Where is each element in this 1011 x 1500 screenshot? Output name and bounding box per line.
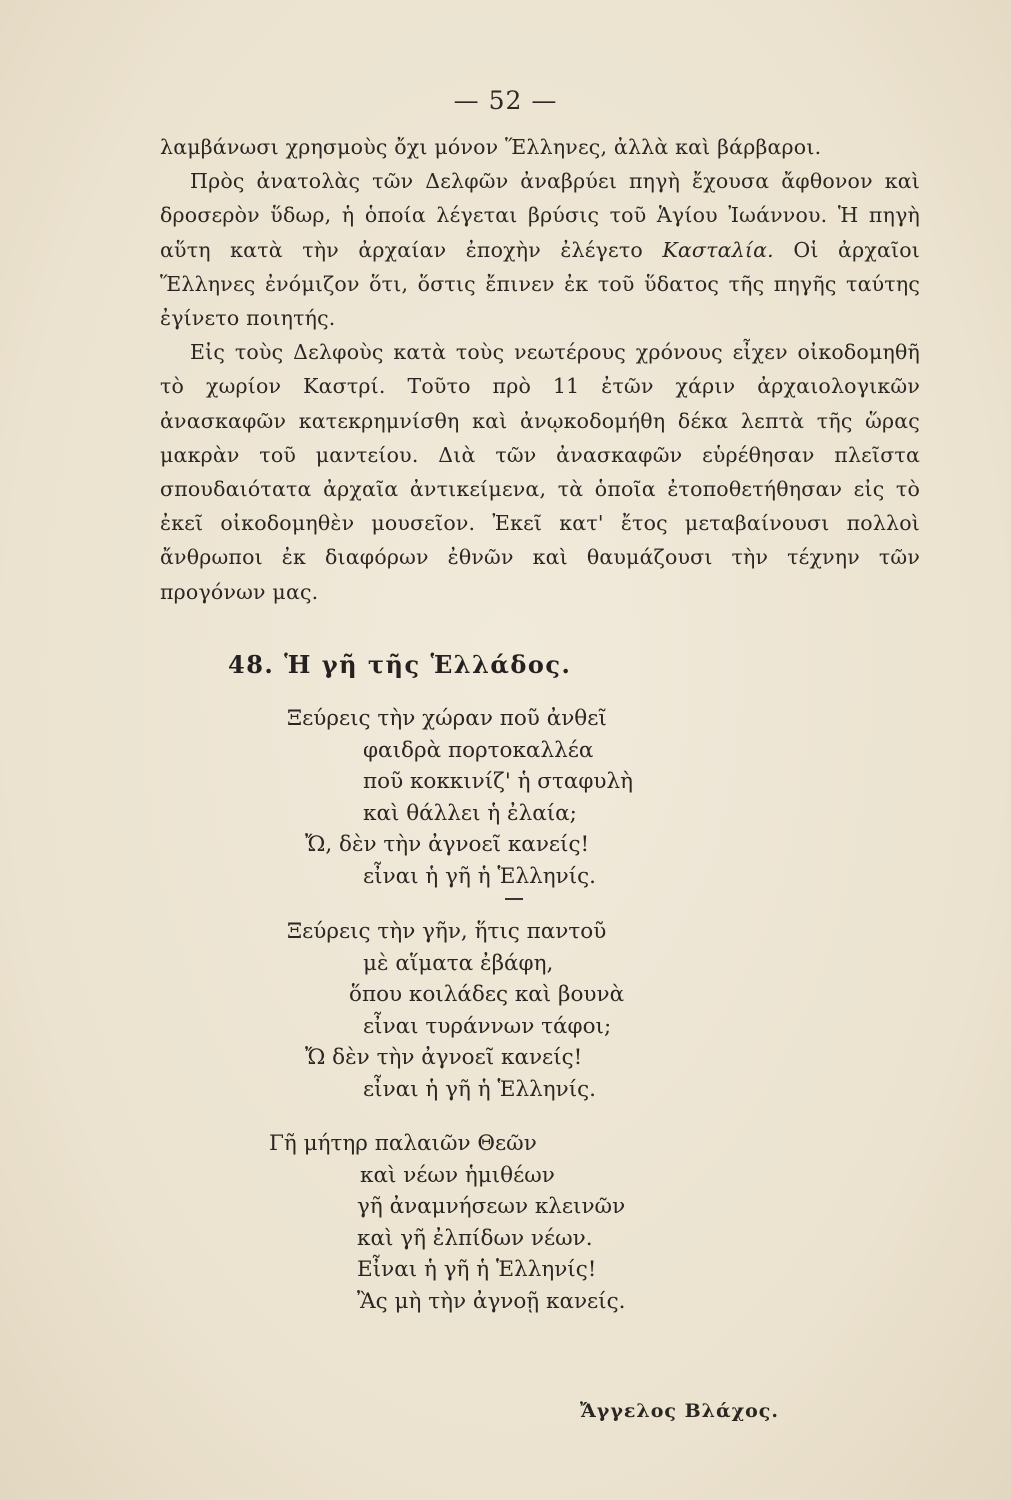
- paragraph-2-text: Πρὸς ἀνατολὰς τῶν Δελφῶν ἀναβρύει πηγὴ ἔχουσα ἄφθονον καὶ δροσερὸν ὕδωρ, ἡ ὁποία λέγεται βρύσις τοῦ Ἁγίου Ἰωάννου. Ἡ πηγὴ αὕτη κατὰ τὴν ἀρχαίαν ἐποχὴν ἐλέγετο: [160, 169, 920, 262]
- stanza-2: [287, 916, 624, 1106]
- verse-line: Εἶναι ἡ γῆ ἡ Ἑλληνίς!: [357, 1257, 597, 1283]
- verse-line: εἶναι ἡ γῆ ἡ Ἑλληνίς.: [363, 863, 597, 889]
- verse-line: Ὤ, δὲν τὴν ἀγνοεῖ κανείς!: [305, 832, 590, 858]
- page-number: — 52 —: [453, 86, 558, 115]
- verse-line: γῆ ἀναμνήσεων κλεινῶν: [357, 1194, 626, 1220]
- paragraph-1: λαμβάνωσι χρησμοὺς ὄχι μόνον Ἕλληνες, ἀλλὰ καὶ βάρβαροι.: [160, 135, 822, 159]
- verse-line: εἶναι τυράννων τάφοι;: [363, 1013, 612, 1039]
- paragraph-2-continuation: Οἱ ἀρχαῖοι Ἕλληνες ἐνόμιζον ὅτι, ὅστις ἔπινεν ἐκ τοῦ ὕδατος τῆς πηγῆς ταύτης ἐγίνετο ποιητής.: [160, 237, 921, 331]
- paragraph-3: Εἰς τοὺς Δελφοὺς κατὰ τοὺς νεωτέρους χρόνους εἶχεν οἰκοδομηθῆ τὸ χωρίον Καστρί. Τοῦτο πρὸ 11 ἐτῶν χάριν ἀρχαιολογικῶν ἀνασκαφῶν κατεκρημνίσθη καὶ ἀνῳκοδομήθη δέκα λεπτὰ τῆς ὥρας μακρὰν τοῦ μαντείου. Διὰ τῶν ἀνασκαφῶν εὑρέθησαν πλεῖστα σπουδαιότατα ἀρχαῖα ἀντικείμενα, τὰ ὁποῖα ἐτοποθετήθησαν εἰς τὸ ἐκεῖ οἰκοδομηθὲν μουσεῖον. Ἐκεῖ κατ' ἔτος μεταβαίνουσι πολλοὶ ἄνθρωποι ἐκ διαφόρων ἐθνῶν καὶ θαυμάζουσι τὴν τέχνην τῶν προγόνων μας.: [160, 340, 920, 604]
- stanza-3: [269, 1128, 626, 1318]
- verse-line: καὶ γῆ ἐλπίδων νέων.: [357, 1225, 593, 1251]
- stanza-divider: [505, 898, 523, 900]
- stanza-1: [287, 703, 633, 893]
- poem-title: 48. Ἡ γῆ τῆς Ἑλλάδος.: [228, 650, 572, 679]
- verse-line: εἶναι ἡ γῆ ἡ Ἑλληνίς.: [363, 1076, 597, 1102]
- verse-line: Γῆ μήτηρ παλαιῶν Θεῶν: [269, 1131, 537, 1156]
- kastalia-italic: Κασταλία.: [662, 237, 774, 262]
- verse-line: Ξεύρεις τὴν γῆν, ἥτις παντοῦ: [287, 919, 607, 944]
- verse-line: ὅπου κοιλάδες καὶ βουνὰ: [349, 982, 625, 1008]
- prose-section: [160, 130, 920, 609]
- verse-line: ποῦ κοκκινίζ' ἡ σταφυλὴ: [363, 769, 633, 795]
- verse-line: φαιδρὰ πορτοκαλλέα: [363, 737, 594, 763]
- paragraph-2: [160, 164, 920, 335]
- verse-line: μὲ αἵματα ἐβάφη,: [363, 950, 554, 976]
- verse-line: Ὤ δὲν τὴν ἀγνοεῖ κανείς!: [305, 1045, 583, 1071]
- verse-line: καὶ νέων ἡμιθέων: [360, 1162, 555, 1188]
- poem-author: Ἄγγελος Βλάχος.: [580, 1400, 779, 1422]
- verse-line: Ἂς μὴ τὴν ἀγνοῇ κανείς.: [357, 1288, 626, 1314]
- verse-line: Ξεύρεις τὴν χώραν ποῦ ἀνθεῖ: [287, 706, 607, 731]
- verse-line: καὶ θάλλει ἡ ἐλαία;: [363, 800, 577, 826]
